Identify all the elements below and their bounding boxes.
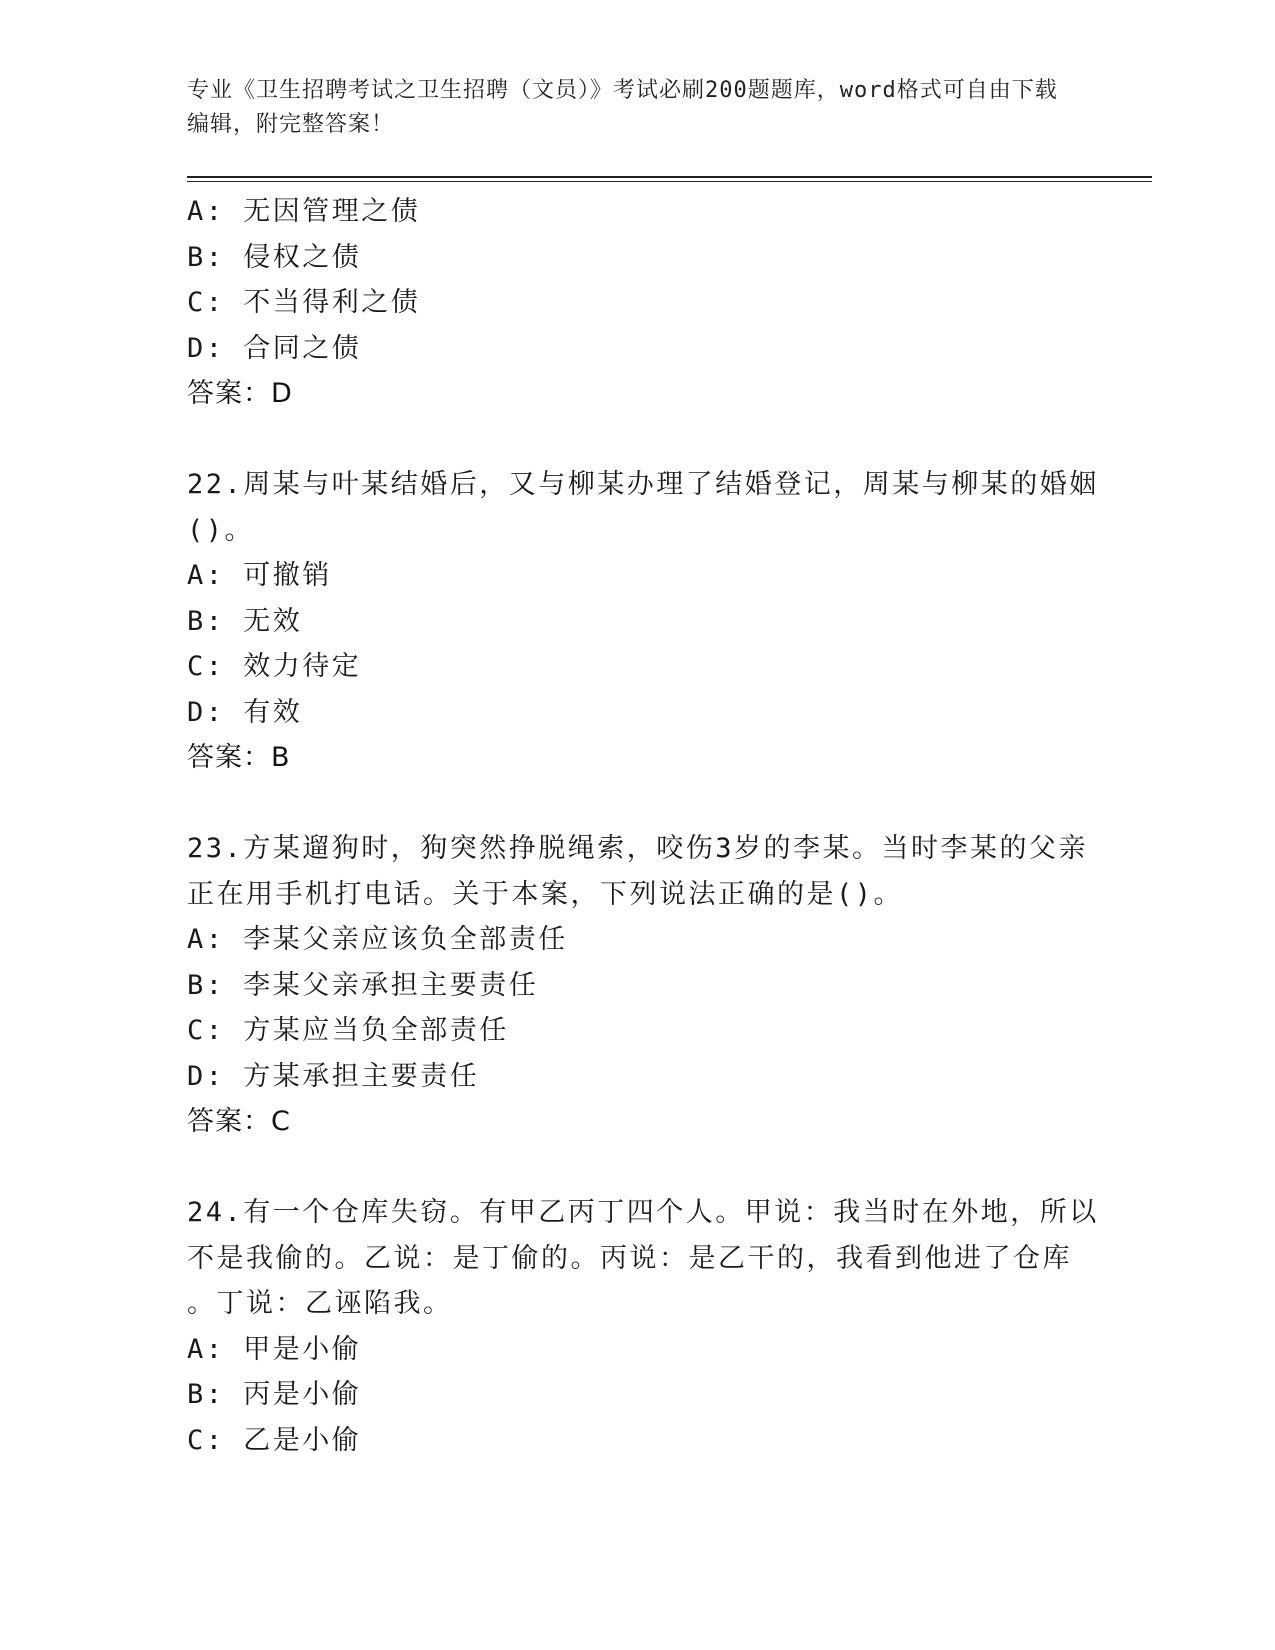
question-spacer <box>187 781 1087 827</box>
option-a: A: 无因管理之债 <box>187 196 421 227</box>
answer-line: 答案：D <box>187 378 293 409</box>
option-c: C: 方某应当负全部责任 <box>187 1015 509 1046</box>
option-b: B: 李某父亲承担主要责任 <box>187 969 539 1001</box>
question-23 <box>187 826 1087 1145</box>
question-content <box>187 189 1099 1463</box>
page-header-title: 专业《卫生招聘考试之卫生招聘（文员）》考试必刷200题题库，word格式可自由下载编辑，附完整答案！ <box>187 78 1058 137</box>
answer-line: 答案：C <box>187 1106 291 1137</box>
option-b: B: 侵权之债 <box>187 241 362 273</box>
option-c: C: 乙是小偷 <box>187 1424 362 1456</box>
question-stem-line: 22.周某与叶某结婚后，又与柳某办理了结婚登记，周某与柳某的婚姻 <box>187 469 1099 500</box>
question-stem-line: 24.有一个仓库失窃。有甲乙丙丁四个人。甲说：我当时在外地，所以 <box>187 1197 1099 1228</box>
option-d: D: 方某承担主要责任 <box>187 1060 480 1092</box>
header-divider-thick <box>187 176 1152 178</box>
question-stem-line: 正在用手机打电话。关于本案，下列说法正确的是()。 <box>187 878 904 910</box>
answer-line: 答案：B <box>187 742 291 773</box>
header-divider-thin <box>187 181 1152 182</box>
option-c: C: 效力待定 <box>187 651 362 682</box>
question-stem-line: ()。 <box>187 514 255 546</box>
option-b: B: 丙是小偷 <box>187 1379 362 1410</box>
question-stem-line: 。丁说：乙诬陷我。 <box>187 1288 453 1319</box>
option-a: A: 李某父亲应该负全部责任 <box>187 924 568 955</box>
question-stem-line: 23.方某遛狗时，狗突然挣脱绳索，咬伤3岁的李某。当时李某的父亲 <box>187 833 1089 864</box>
option-a: A: 可撤销 <box>187 560 332 591</box>
question-22 <box>187 462 1099 781</box>
option-d: D: 合同之债 <box>187 332 362 364</box>
question-24 <box>187 1190 1099 1463</box>
question-21-continuation <box>187 189 1087 417</box>
option-d: D: 有效 <box>187 696 303 728</box>
question-stem-line: 不是我偷的。乙说：是丁偷的。丙说：是乙干的，我看到他进了仓库 <box>187 1242 1072 1274</box>
question-spacer <box>187 417 1087 463</box>
option-a: A: 甲是小偷 <box>187 1333 362 1365</box>
question-spacer <box>187 1145 1087 1191</box>
option-c: C: 不当得利之债 <box>187 287 421 318</box>
option-b: B: 无效 <box>187 605 303 637</box>
